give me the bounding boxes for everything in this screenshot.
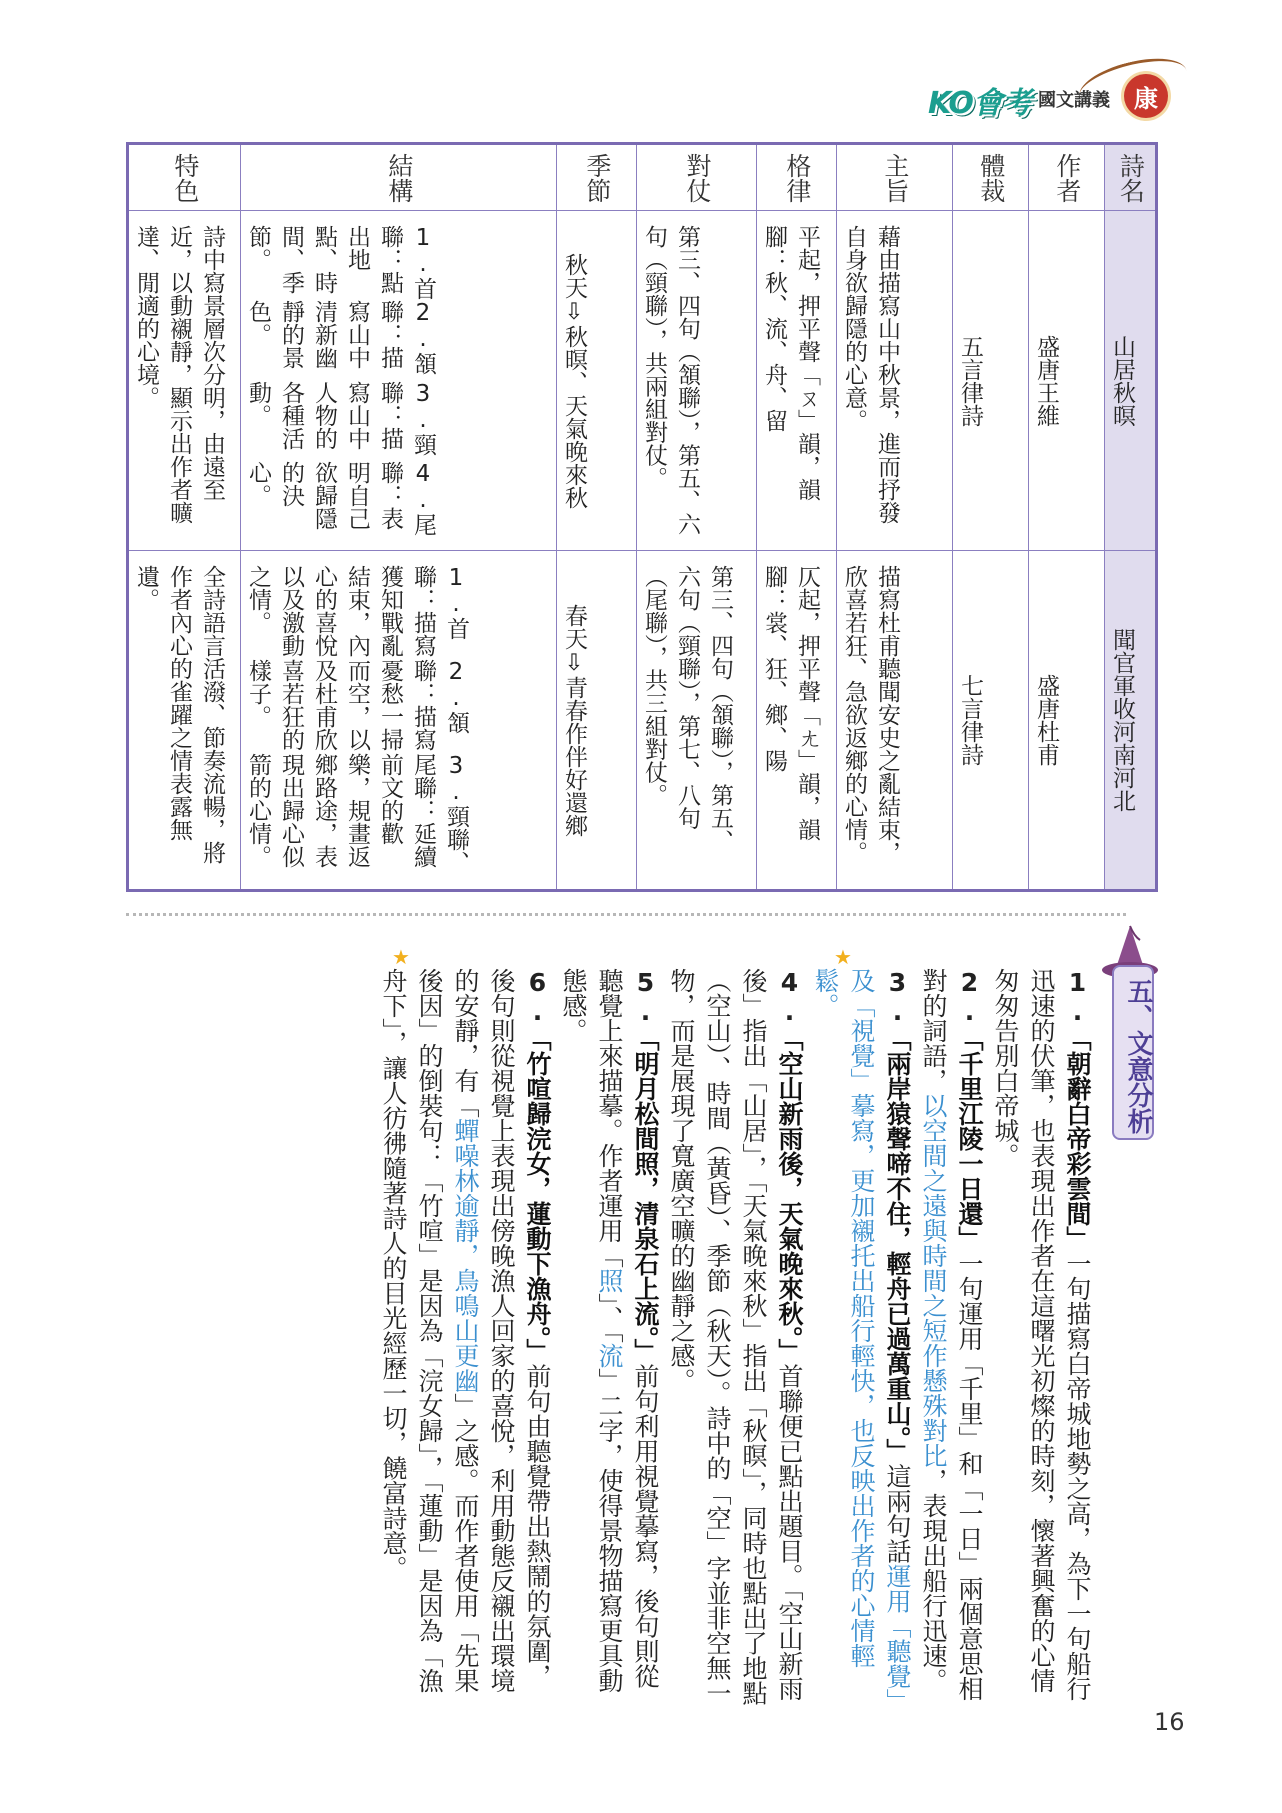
structure-item: 4.尾聯：表明自己欲歸隱的決心。 (245, 460, 436, 536)
cell-parallel-2: 第三、四句（頷聯），第五、六句（頸聯），第七、八句（尾聯），共三組對仗。 (641, 565, 733, 853)
header-season: 季節 (582, 152, 612, 203)
structure-item: 3.頸聯、尾聯：延續前文的歡樂，規畫返鄉路途，表現出歸心似箭的心情。 (245, 752, 469, 874)
cell-feature-1: 詩中寫景層次分明，由遠至近，以動襯靜，顯示出作者曠達、閒適的心境。 (133, 225, 225, 524)
header-poem: 詩名 (1116, 152, 1146, 203)
star-icon: ★ (834, 945, 852, 969)
dotted-divider (126, 913, 1126, 916)
header-parallel: 對仗 (682, 152, 712, 203)
header-structure: 結構 (384, 152, 414, 203)
analysis-item-4: 4.「空山新雨後，天氣晚來秋。」首聯便已點出題目。「空山新雨後」指出「山居」，「天氣晚來秋」指出「秋暝」，同時也點出了地點（空山）、時間（黃昏）、季節（秋天）。詩中的「空」字並非空無一物，而是展現了寬廣空曠的幽靜之感。 (667, 968, 804, 1706)
col-season (557, 145, 637, 889)
col-poem (1105, 145, 1155, 889)
cell-poem-1: 山居秋暝 (1109, 334, 1135, 427)
cell-form-2: 七言律詩 (957, 674, 983, 766)
brand-header (928, 62, 1178, 128)
star-icon: ★ (392, 945, 410, 969)
analysis-item-5: 5.「明月松間照，清泉石上流。」前句利用視覺摹寫，後句則從聽覺上來描摹。作者運用「照」、「流」二字，使得景物描寫更具動態感。 (559, 968, 660, 1693)
cell-form-1: 五言律詩 (957, 334, 983, 427)
section-title: 五、文意分析 (1112, 965, 1154, 1140)
col-parallel (637, 145, 757, 889)
header-feature: 特色 (170, 152, 200, 203)
brand-title: 國文講義 (1038, 90, 1110, 111)
brand-logo: KO會考 (928, 86, 1031, 121)
col-form (953, 145, 1029, 889)
col-structure (241, 145, 557, 889)
cell-structure-2 (241, 551, 478, 889)
structure-item: 1.首聯：點出地點、時間、季節。 (245, 225, 436, 300)
page-number: 16 (1154, 1708, 1185, 1736)
analysis-item-6: 6.「竹喧歸浣女，蓮動下漁舟。」前句由聽覺帶出熱鬧的氛圍，後句則從視覺上表現出傍晚漁人回家的喜悅，利用動態反襯出環境的安靜，有「蟬噪林逾靜，鳥鳴山更幽」之感。而作者使用「先果後因」的倒裝句：「竹喧」是因為「浣女歸」，「蓮動」是因為「漁舟下」，讓人彷彿隨著詩人的目光經歷一切，饒富詩意。 (379, 968, 552, 1693)
analysis-item-3: 3.「兩岸猿聲啼不住，輕舟已過萬重山。」這兩句話運用「聽覺」及「視覺」摹寫，更加襯托出船行輕快，也反映出作者的心情輕鬆。 (811, 968, 912, 1701)
analysis-body (185, 968, 1095, 1708)
cell-season-1: 秋天⇩秋暝、天氣晚來秋 (561, 252, 587, 509)
cell-theme-2: 描寫杜甫聽聞安史之亂結束，欣喜若狂、急欲返鄉的心情。 (841, 565, 900, 864)
header-theme: 主旨 (880, 152, 910, 203)
col-feature (129, 145, 241, 889)
cell-structure-1 (241, 211, 445, 550)
structure-item: 2.頷聯：描寫山中清新幽靜的景色。 (245, 300, 436, 376)
structure-item: 3.頸聯：描寫山中人物的各種活動。 (245, 380, 436, 456)
structure-item: 1.首聯：描寫獲知戰亂結束，內心的喜悅以及激動之情。 (245, 564, 469, 657)
cell-season-2: 春天⇩青春作伴好還鄉 (561, 603, 587, 837)
col-author (1029, 145, 1105, 889)
cell-feature-2: 全詩語言活潑、節奏流暢，將作者內心的雀躍之情表露無遺。 (133, 565, 225, 864)
analysis-item-1: 1.「朝辭白帝彩雲間」一句描寫白帝城地勢之高，為下一句船行迅速的伏筆，也表現出作者在這曙光初燦的時刻，懷著興奮的心情匆匆告別白帝城。 (991, 968, 1092, 1701)
poem-comparison-table (126, 142, 1158, 892)
structure-item: 2.頷聯：描寫憂愁一掃而空，以及杜甫欣喜若狂的樣子。 (245, 658, 469, 751)
col-theme (837, 145, 953, 889)
cell-meter-1: 平起，押平聲「ㄡ」韻，韻腳：秋、流、舟、留 (761, 225, 820, 501)
analysis-item-2: 2.「千里江陵一日還」一句運用「千里」和「一日」兩個意思相對的詞語，以空間之遠與時間之短作懸殊對比，表現出船行迅速。 (919, 968, 984, 1701)
cell-parallel-1: 第三、四句（頷聯），第五、六句（頸聯），共兩組對仗。 (641, 225, 700, 536)
cell-meter-2: 仄起，押平聲「ㄤ」韻，韻腳：裳、狂、鄉、陽 (761, 565, 820, 841)
cell-poem-2: 聞官軍收河南河北 (1109, 628, 1135, 812)
cell-theme-1: 藉由描寫山中秋景，進而抒發自身欲歸隱的心意。 (841, 225, 900, 524)
publisher-badge: 康 (1124, 74, 1168, 118)
header-author: 作者 (1052, 152, 1082, 203)
header-form: 體裁 (976, 152, 1006, 203)
cell-author-2: 盛唐杜甫 (1033, 674, 1059, 766)
cell-author-1: 盛唐王維 (1033, 334, 1059, 427)
col-meter (757, 145, 837, 889)
header-meter: 格律 (782, 152, 812, 203)
